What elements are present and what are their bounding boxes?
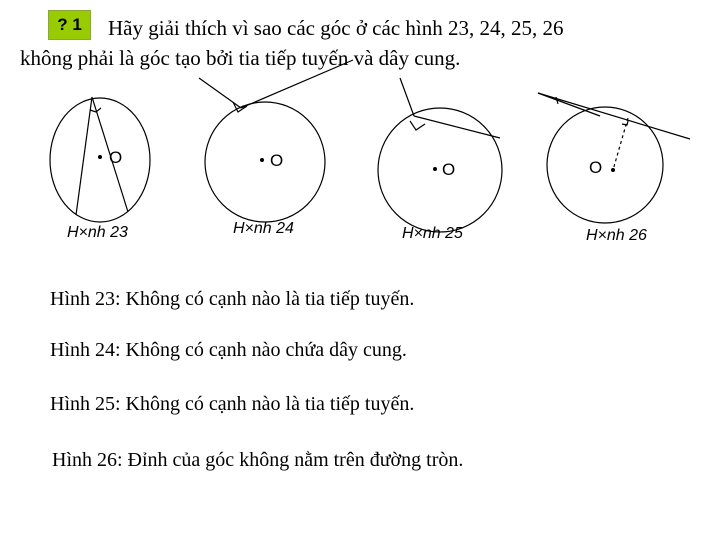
center-label-23: O [109,148,123,167]
center-label-25: O [442,160,456,179]
circle-26 [547,107,663,223]
center-dot-25 [433,167,437,171]
circle-25 [378,108,502,232]
tangent-line-26 [538,93,690,139]
figure-23-drawing [50,97,150,222]
figure-25-drawing [378,78,502,232]
answer-figure-24: Hình 24: Không có cạnh nào chứa dây cung. [50,339,407,361]
ray-24-a [199,78,241,108]
caption-26: H×nh 26 [586,227,647,244]
center-dot-23 [98,155,102,159]
ray-25-b [414,116,500,138]
question-badge: ? 1 [48,10,91,40]
angle-mark-25 [410,121,425,130]
right-angle-mark-26 [622,121,628,125]
ray-23-a [76,97,92,215]
center-dot-24 [260,158,264,162]
ray-25-a [400,78,414,116]
question-line-2: không phải là góc tạo bởi tia tiếp tuyến và dây cung. [20,46,461,70]
circle-23 [50,98,150,222]
radius-dashed-26 [613,118,628,170]
answer-figure-23: Hình 23: Không có cạnh nào là tia tiếp tuyến. [50,288,415,310]
center-dot-26 [611,168,615,172]
figure-24-drawing [199,60,353,222]
ray-24-b [241,60,353,108]
center-label-26: O [589,158,603,177]
answer-figure-25: Hình 25: Không có cạnh nào là tia tiếp tuyến. [50,393,415,415]
center-label-24: O [270,151,284,170]
figure-26-drawing [538,93,690,223]
caption-24: H×nh 24 [233,220,294,237]
ray-26-b [538,93,600,116]
question-line-1: Hãy giải thích vì sao các góc ở các hình 23, 24, 25, 26 [108,16,564,40]
answer-figure-26: Hình 26: Đỉnh của góc không nằm trên đường tròn. [52,449,464,471]
caption-25: H×nh 25 [402,225,463,242]
circle-24 [205,102,325,222]
caption-23: H×nh 23 [67,224,128,241]
